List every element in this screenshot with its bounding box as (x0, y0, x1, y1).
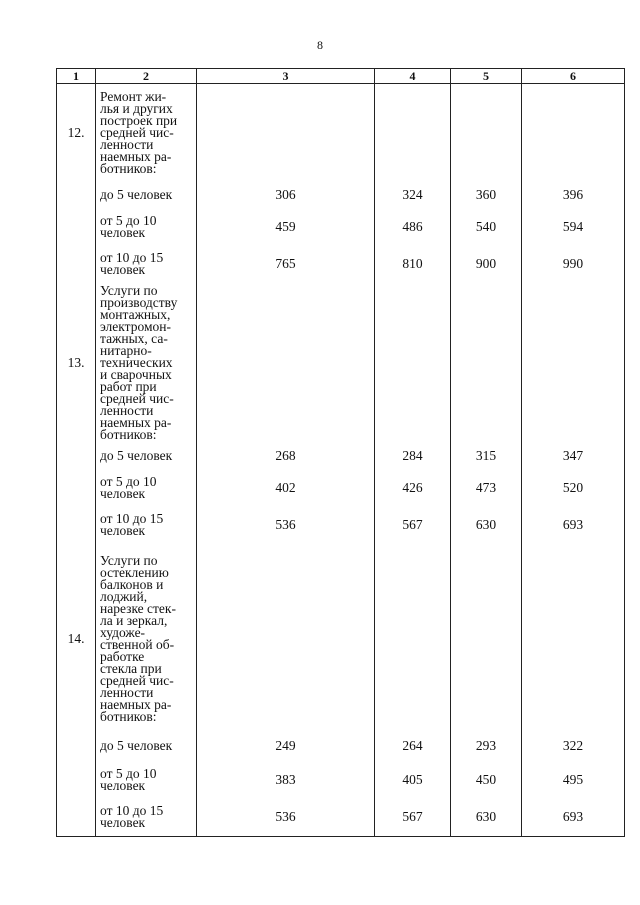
value-cell-col5: 293 (451, 731, 522, 762)
size-band-line: от 10 до 15 (100, 249, 164, 265)
value-cell-col5: 540 (451, 210, 522, 245)
value-cell-col4: 426 (375, 471, 451, 506)
page-number: 8 (317, 38, 323, 52)
size-band-line: до 5 человек (100, 447, 173, 463)
size-band-line: до 5 человек (100, 186, 173, 202)
empty-cell (375, 84, 451, 180)
item-name-line: работке (100, 648, 145, 664)
empty-cell (57, 471, 96, 506)
item-name-line: остеклению (100, 564, 169, 580)
item-heading-row (57, 283, 625, 441)
item-number: 13. (57, 283, 96, 441)
table-body (57, 84, 625, 837)
column-header-6: 6 (522, 69, 625, 84)
size-band-line: от 10 до 15 (100, 511, 164, 526)
size-band-label (96, 798, 197, 837)
value-cell-col6: 520 (522, 471, 625, 506)
item-name-line: нитарно- (100, 342, 152, 358)
column-header-4: 4 (375, 69, 451, 84)
item-name-line: Ремонт жи- (100, 88, 167, 104)
value-cell-col6: 990 (522, 245, 625, 283)
item-name-line: тажных, са- (100, 330, 168, 346)
item-name-line: производству (100, 294, 178, 310)
empty-cell (451, 283, 522, 441)
item-name-line: технических (100, 354, 173, 370)
empty-cell (57, 762, 96, 798)
value-cell-col5: 360 (451, 180, 522, 210)
value-cell-col4: 810 (375, 245, 451, 283)
item-name-line: ленности (100, 136, 154, 152)
table-row (57, 471, 625, 506)
size-band-label (96, 471, 197, 506)
value-cell-col3: 306 (197, 180, 375, 210)
value-cell-col6: 594 (522, 210, 625, 245)
value-cell-col5: 315 (451, 441, 522, 471)
item-name-line: ботников: (100, 708, 157, 724)
empty-cell (57, 180, 96, 210)
value-cell-col3: 536 (197, 798, 375, 837)
empty-cell (522, 84, 625, 180)
item-name-line: монтажных, (100, 306, 171, 322)
value-cell-col5: 473 (451, 471, 522, 506)
size-band-label (96, 210, 197, 245)
item-number: 12. (57, 84, 96, 180)
value-cell-col4: 405 (375, 762, 451, 798)
value-cell-col3: 249 (197, 731, 375, 762)
table-row (57, 731, 625, 762)
value-cell-col5: 900 (451, 245, 522, 283)
item-name-line: ботников: (100, 160, 157, 176)
size-band-label (96, 731, 197, 762)
item-name-line: и сварочных (100, 366, 172, 382)
item-name-line: ла и зеркал, (100, 612, 168, 628)
item-name-line: ленности (100, 684, 154, 700)
value-cell-col4: 567 (375, 798, 451, 837)
size-band-line: человек (100, 523, 146, 538)
size-band-line: человек (100, 225, 146, 240)
table-row (57, 441, 625, 471)
table-row (57, 245, 625, 283)
value-cell-col4: 567 (375, 506, 451, 545)
value-cell-col5: 450 (451, 762, 522, 798)
value-cell-col4: 324 (375, 180, 451, 210)
empty-cell (451, 84, 522, 180)
empty-cell (375, 545, 451, 731)
value-cell-col6: 495 (522, 762, 625, 798)
empty-cell (57, 731, 96, 762)
table-row (57, 798, 625, 837)
header-row (57, 69, 625, 84)
size-band-line: от 10 до 15 (100, 802, 164, 818)
item-name-line: средней чис- (100, 124, 174, 140)
size-band-line: от 5 до 10 (100, 213, 157, 228)
value-cell-col6: 396 (522, 180, 625, 210)
value-cell-col4: 284 (375, 441, 451, 471)
item-name-line: Услуги по (100, 552, 158, 568)
value-cell-col3: 383 (197, 762, 375, 798)
value-cell-col5: 630 (451, 798, 522, 837)
column-header-2: 2 (96, 69, 197, 84)
item-name-line: Услуги по (100, 282, 158, 298)
empty-cell (57, 506, 96, 545)
table-row (57, 762, 625, 798)
size-band-line: до 5 человек (100, 738, 173, 753)
item-name-line: ленности (100, 402, 154, 418)
item-name (96, 84, 197, 180)
size-band-label (96, 245, 197, 283)
item-name-line: средней чис- (100, 672, 174, 688)
value-cell-col3: 402 (197, 471, 375, 506)
item-name-line: художе- (100, 624, 146, 640)
item-name-line: нарезке стек- (100, 600, 176, 616)
empty-cell (375, 283, 451, 441)
size-band-line: человек (100, 777, 146, 793)
empty-cell (451, 545, 522, 731)
item-name-line: лья и других (100, 100, 173, 116)
value-cell-col4: 486 (375, 210, 451, 245)
empty-cell (57, 798, 96, 837)
item-heading-row (57, 84, 625, 180)
item-name-line: наемных ра- (100, 696, 172, 712)
column-header-3: 3 (197, 69, 375, 84)
item-number: 14. (57, 545, 96, 731)
size-band-label (96, 180, 197, 210)
size-band-line: человек (100, 261, 146, 277)
value-cell-col4: 264 (375, 731, 451, 762)
item-heading-row (57, 545, 625, 731)
table-row (57, 180, 625, 210)
table-row (57, 506, 625, 545)
item-name-line: лоджий, (100, 588, 148, 604)
empty-cell (57, 245, 96, 283)
size-band-line: от 5 до 10 (100, 474, 157, 489)
item-name-line: средней чис- (100, 390, 174, 406)
item-name-line: наемных ра- (100, 148, 172, 164)
value-cell-col3: 765 (197, 245, 375, 283)
size-band-line: человек (100, 814, 146, 830)
value-cell-col6: 693 (522, 506, 625, 545)
empty-cell (197, 84, 375, 180)
value-cell-col6: 347 (522, 441, 625, 471)
value-cell-col6: 322 (522, 731, 625, 762)
item-name-line: построек при (100, 112, 178, 128)
item-name-line: балконов и (100, 576, 164, 592)
item-name-line: ботников: (100, 426, 157, 442)
value-cell-col3: 459 (197, 210, 375, 245)
value-cell-col6: 693 (522, 798, 625, 837)
empty-cell (197, 545, 375, 731)
item-name (96, 545, 197, 731)
value-cell-col5: 630 (451, 506, 522, 545)
item-name (96, 283, 197, 441)
item-name-line: стекла при (100, 660, 162, 676)
column-header-1: 1 (57, 69, 96, 84)
empty-cell (197, 283, 375, 441)
table-row (57, 210, 625, 245)
empty-cell (522, 283, 625, 441)
item-name-line: ственной об- (100, 636, 175, 652)
item-name-line: работ при (100, 378, 157, 394)
empty-cell (57, 441, 96, 471)
tariff-table (56, 68, 625, 837)
item-name-line: наемных ра- (100, 414, 172, 430)
value-cell-col3: 268 (197, 441, 375, 471)
size-band-label (96, 506, 197, 545)
empty-cell (522, 545, 625, 731)
column-header-5: 5 (451, 69, 522, 84)
item-name-line: электромон- (100, 318, 171, 334)
size-band-label (96, 762, 197, 798)
size-band-line: от 5 до 10 (100, 765, 157, 781)
value-cell-col3: 536 (197, 506, 375, 545)
size-band-label (96, 441, 197, 471)
empty-cell (57, 210, 96, 245)
size-band-line: человек (100, 486, 146, 501)
